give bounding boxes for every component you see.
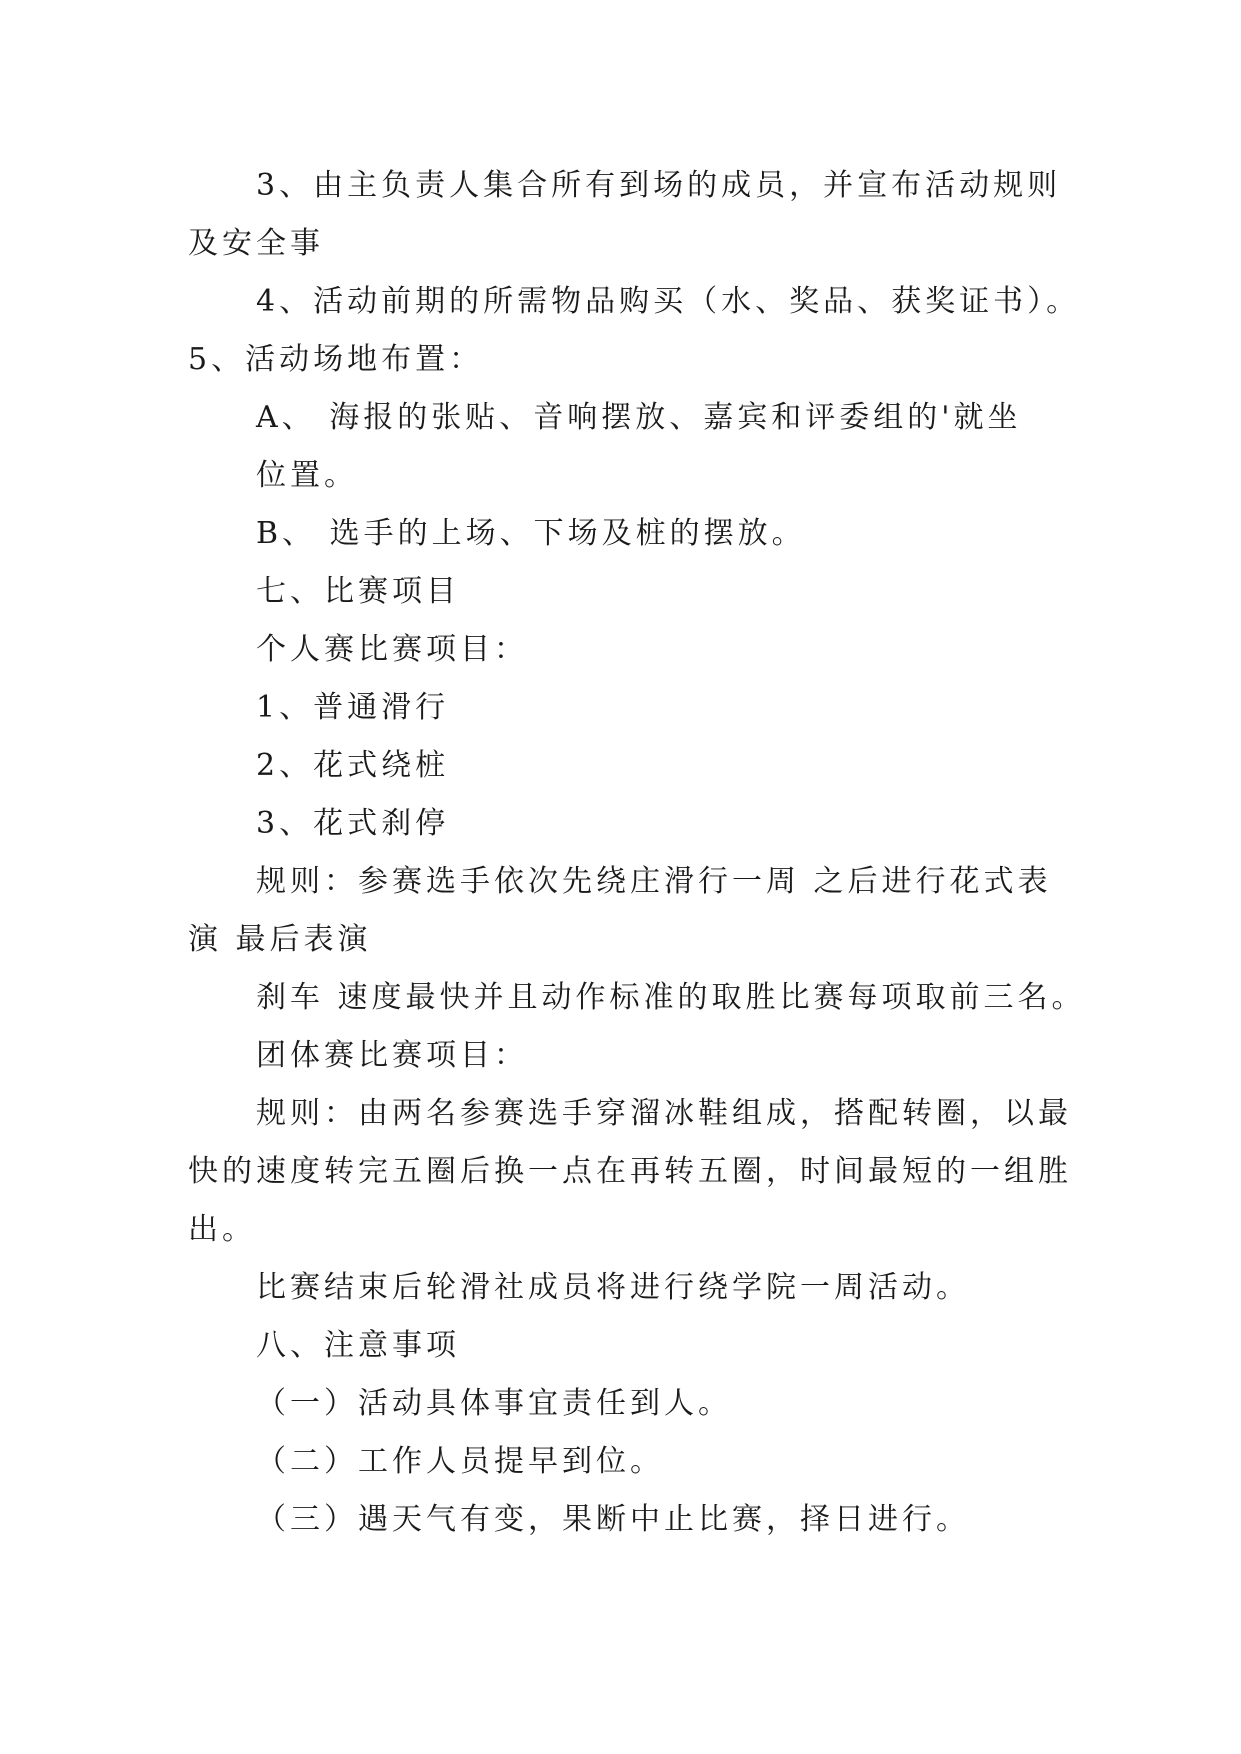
list-item: （三）遇天气有变，果断中止比赛，择日进行。 [256,1502,970,1537]
paragraph-line: 位置。 [256,458,358,493]
list-item: （一）活动具体事宜责任到人。 [256,1386,732,1421]
paragraph-line: 团体赛比赛项目： [256,1038,528,1073]
paragraph-line: 规则：参赛选手依次先绕庄滑行一周 之后进行花式表 [256,864,1052,899]
paragraph-line: 出。 [188,1212,256,1247]
paragraph-line: 快的速度转完五圈后换一点在再转五圈，时间最短的一组胜 [188,1154,1072,1189]
paragraph-line: 演 最后表演 [188,922,372,957]
paragraph-line: B、 选手的上场、下场及桩的摆放。 [256,516,806,551]
paragraph-line: 规则：由两名参赛选手穿溜冰鞋组成，搭配转圈，以最 [256,1096,1072,1131]
list-item: 1、普通滑行 [256,690,450,725]
paragraph-line: 5、活动场地布置： [188,342,484,377]
paragraph-line: 3、由主负责人集合所有到场的成员，并宣布活动规则 [256,168,1062,203]
paragraph-line: 刹车 速度最快并且动作标准的取胜比赛每项取前三名。 [256,980,1086,1015]
list-item: （二）工作人员提早到位。 [256,1444,664,1479]
section-heading: 八、注意事项 [256,1328,460,1363]
paragraph-line: 及安全事 [188,226,324,261]
section-heading: 七、比赛项目 [256,574,460,609]
paragraph-line: 个人赛比赛项目： [256,632,528,667]
paragraph-line: A、 海报的张贴、音响摆放、嘉宾和评委组的'就坐 [256,400,1022,435]
paragraph-line: 4、活动前期的所需物品购买（水、奖品、获奖证书）。 [256,284,1081,319]
paragraph-line: 比赛结束后轮滑社成员将进行绕学院一周活动。 [256,1270,970,1305]
list-item: 2、花式绕桩 [256,748,450,783]
list-item: 3、花式刹停 [256,806,450,841]
